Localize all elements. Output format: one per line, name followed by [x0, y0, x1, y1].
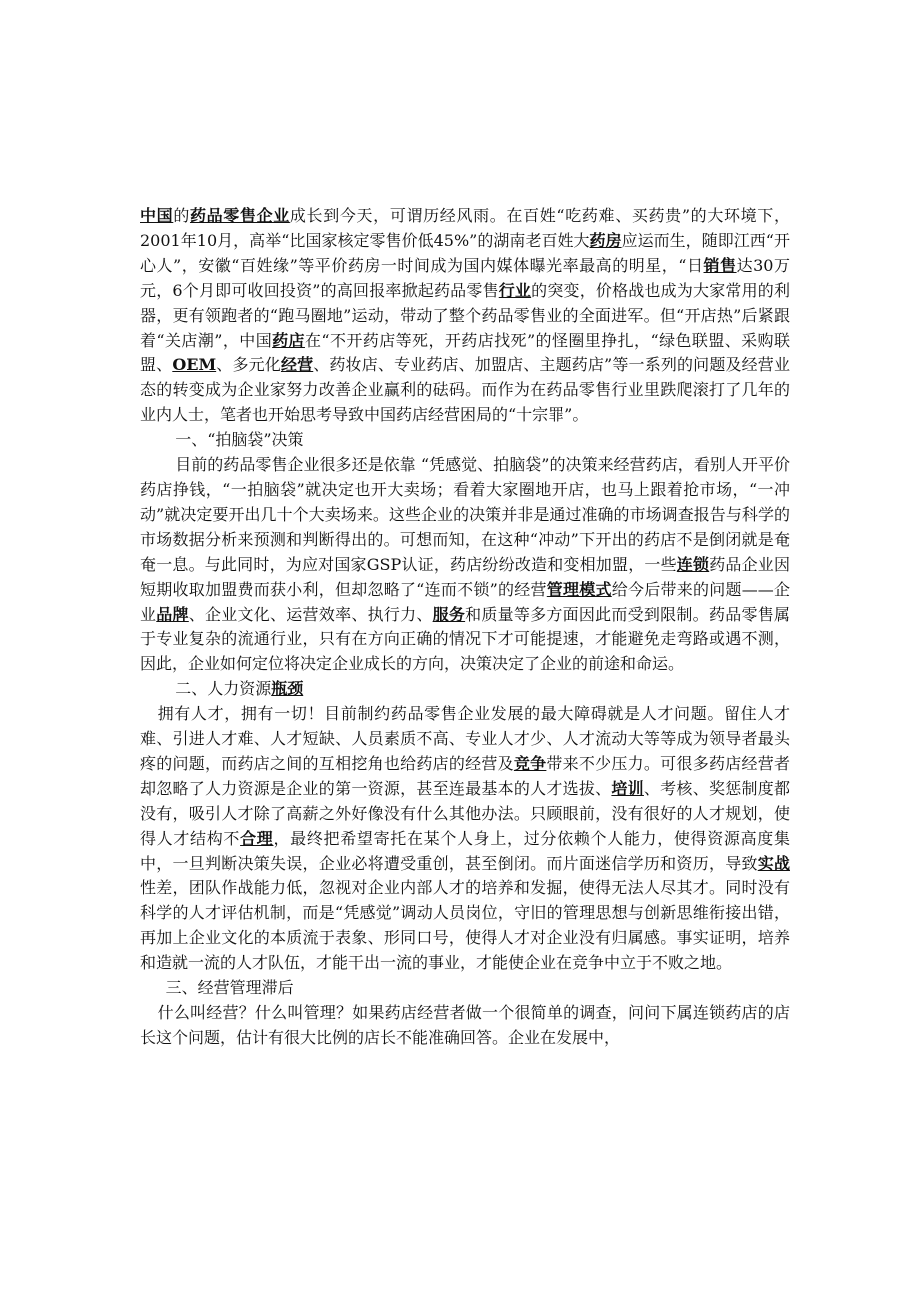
keyword-link[interactable]: 销售 — [703, 255, 737, 275]
section-2-heading-link[interactable]: 瓶颈 — [271, 679, 304, 699]
paragraph-text: 的突变，价格战也成为大家常用的利器，更有领跑者的“跑马圈地”运动，带动了整个药品零售业的全面进军。但“开店热”后紧跟着“关店潮”，中国 — [140, 280, 790, 350]
keyword-link[interactable]: 服务 — [432, 604, 466, 624]
section-2-paragraph — [140, 702, 790, 976]
paragraph-text: 药品企业因短期收取加盟费而获小利，但却忽略了“连而不锁”的经营 — [140, 554, 790, 599]
paragraph-text: 、考核、奖惩制度都没有，吸引人才除了高薪之外好像没有什么其他办法。只顾眼前，没有很好的人才规划，使得人才结构不 — [140, 778, 790, 848]
intro-paragraph — [140, 204, 790, 428]
keyword-link[interactable]: 培训 — [611, 778, 644, 798]
keyword-link[interactable]: 药品零售企业 — [189, 206, 290, 225]
paragraph-text: 性差，团队作战能力低，忽视对企业内部人才的培养和发掘，使得无法人尽其才。同时没有科学的人才评估机制，而是“凭感觉”调动人员岗位，守旧的管理思想与创新思维衔接出错，再加上企业文化的本质流于表象、形同口号，使得人才对企业没有归属感。事实证明，培养和造就一流的人才队伍，才能干出一流的事业，才能使企业在竞争中立于不败之地。 — [140, 878, 790, 973]
paragraph-text: 应运而生，随即江西“开心人”，安徽“百姓缘”等平价药房一时间成为国内媒体曝光率最高的明星，“日 — [140, 230, 790, 275]
keyword-link[interactable]: 药店 — [272, 330, 305, 350]
keyword-link[interactable]: 合理 — [240, 828, 274, 848]
section-1-heading: 一、“拍脑袋”决策 — [175, 430, 304, 450]
keyword-link[interactable]: OEM — [172, 355, 217, 375]
document-page — [140, 204, 790, 1051]
section-3-heading: 三、经营管理滞后 — [165, 978, 294, 998]
paragraph-text: 带来不少压力。可很多药店经营者却忽略了人力资源是企业的第一资源，甚至连最基本的人才选拔、 — [140, 753, 790, 798]
keyword-link[interactable]: 实战 — [757, 853, 790, 873]
paragraph-text: 拥有人才，拥有一切！目前制约药品零售企业发展的最大障碍就是人才问题。留住人才难、引进人才难、人才短缺、人员素质不高、专业人才少、人才流动大等等成为领导者最头疼的问题，而药店之间的互相挖角也给药店的经营及 — [140, 704, 790, 773]
paragraph-text: 成长到今天，可谓历经风雨。在百姓“吃药难、买药贵”的大环境下，2001年10月，高举“比国家核定零售价低45%”的湖南老百姓大 — [140, 206, 790, 250]
paragraph-text: 什么叫经营？什么叫管理？如果药店经营者做一个很简单的调查，问问下属连锁药店的店长这个问题，估计有很大比例的店长不能准确回答。企业在发展中， — [140, 1003, 790, 1047]
keyword-link[interactable]: 行业 — [498, 280, 532, 300]
section-2-heading — [140, 677, 790, 702]
keyword-link[interactable]: 药房 — [589, 230, 622, 250]
keyword-link[interactable]: 中国 — [140, 206, 174, 225]
paragraph-text: 的 — [173, 206, 190, 225]
keyword-link[interactable]: 管理模式 — [546, 579, 612, 599]
paragraph-text: 和质量等多方面因此而受到限制。药品零售属于专业复杂的流通行业，只有在方向正确的情况下才可能提速，才能避免走弯路或遇不测，因此，企业如何定位将决定企业成长的方向，决策决定了企业的前途和命运。 — [140, 604, 790, 674]
keyword-link[interactable]: 经营 — [280, 355, 314, 375]
paragraph-text: 、药妆店、专业药店、加盟店、主题药店”等一系列的问题及经营业态的转变成为企业家努力改善企业赢利的砝码。而作为在药品零售行业里跌爬滚打了几年的业内人士，笔者也开始思考导致中国药店经营困局的“十宗罪”。 — [140, 355, 790, 425]
section-1-paragraph — [140, 453, 790, 677]
section-3-paragraph — [140, 1001, 790, 1051]
paragraph-text: 目前的药品零售企业很多还是依靠 “凭感觉、拍脑袋”的决策来经营药店，看别人开平价药店挣钱，“一拍脑袋”就决定也开大卖场；看着大家圈地开店，也马上跟着抢市场，“一冲动”就决定要开出几十个大卖场来。这些企业的决策并非是通过准确的市场调查报告与科学的市场数据分析来预测和判断得出的。可想而知，在这种“冲动”下开出的药店不是倒闭就是奄奄一息。与此同时，为应对国家GSP认证，药店纷纷改造和变相加盟，一些 — [140, 455, 790, 574]
paragraph-text: 、多元化 — [216, 355, 281, 375]
paragraph-text: ，最终把希望寄托在某个人身上，过分依赖个人能力，使得资源高度集中，一旦判断决策失误，企业必将遭受重创，甚至倒闭。而片面迷信学历和资历，导致 — [140, 828, 790, 873]
paragraph-text: 、企业文化、运营效率、执行力、 — [188, 604, 433, 624]
paragraph-text: 达30万元，6个月即可收回投资”的高回报率掀起药品零售 — [140, 255, 790, 300]
section-2-heading-text: 二、人力资源 — [175, 679, 272, 699]
keyword-link[interactable]: 连锁 — [676, 554, 710, 574]
paragraph-text: 在“不开药店等死，开药店找死”的怪圈里挣扎，“绿色联盟、采购联盟、 — [140, 330, 790, 375]
keyword-link[interactable]: 竞争 — [513, 753, 547, 773]
paragraph-text: 给今后带来的问题——企业 — [140, 579, 790, 624]
keyword-link[interactable]: 品牌 — [156, 604, 189, 624]
